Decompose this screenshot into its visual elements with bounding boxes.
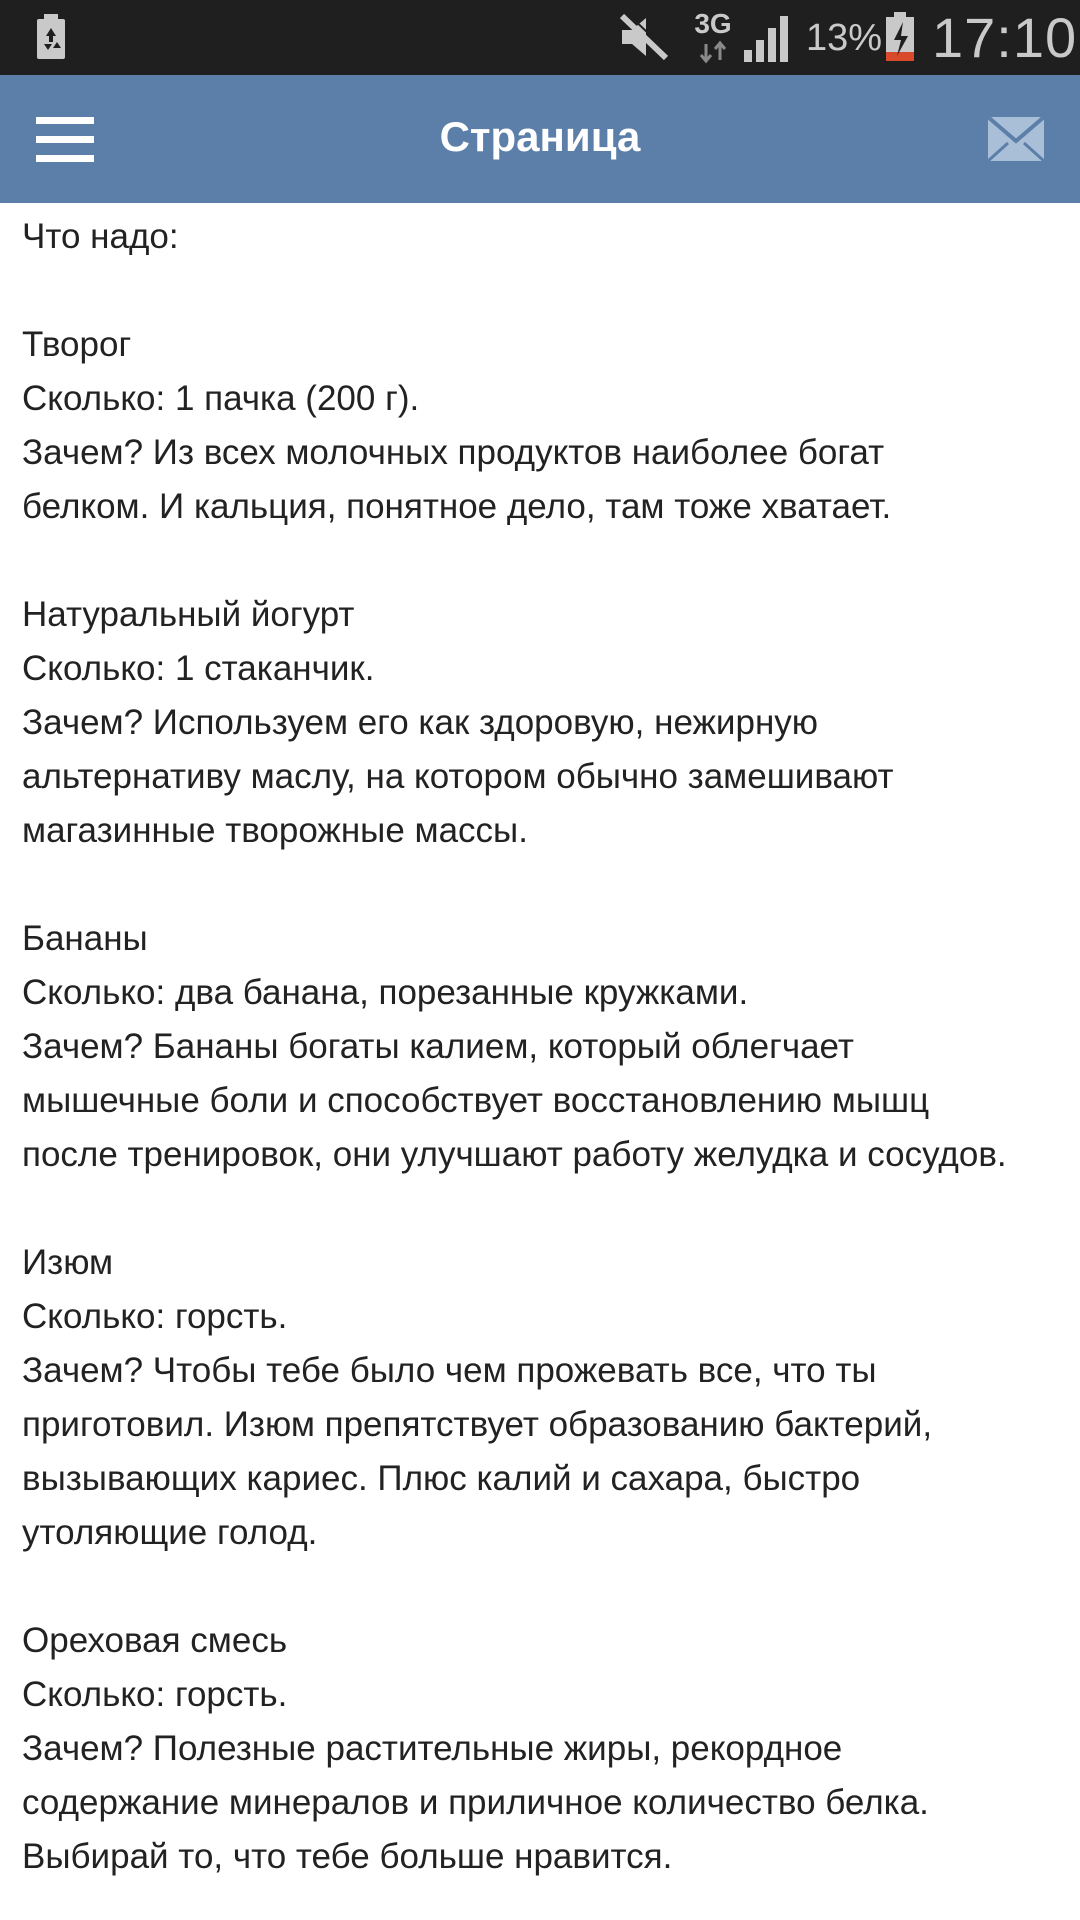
- ingredient-title: Изюм: [22, 1243, 114, 1282]
- network-type-label: 3G: [694, 8, 732, 39]
- ingredient-section: [22, 318, 1062, 534]
- ingredient-why-line: Зачем? Полезные растительные жиры, рекордное: [22, 1729, 843, 1768]
- article-intro: Что надо:: [22, 217, 179, 256]
- ingredient-amount: Сколько: 1 стаканчик.: [22, 649, 375, 688]
- ingredient-why-line: вызывающих кариес. Плюс калий и сахара, быстро: [22, 1459, 861, 1498]
- menu-button[interactable]: [22, 97, 108, 183]
- battery-percent: 13%: [806, 17, 883, 59]
- ingredient-amount: Сколько: горсть.: [22, 1297, 288, 1336]
- sound-muted-icon: [618, 12, 670, 62]
- network-type-indicator: [690, 8, 736, 64]
- ingredient-amount: Сколько: горсть.: [22, 1675, 288, 1714]
- article-body: [22, 210, 1062, 1884]
- ingredient-why-line: после тренировок, они улучшают работу желудка и сосудов.: [22, 1135, 1007, 1174]
- recycle-notification-icon: [36, 14, 66, 60]
- ingredient-why-line: альтернативу маслу, на котором обычно замешивают: [22, 757, 894, 796]
- ingredient-amount: Сколько: 1 пачка (200 г).: [22, 379, 420, 418]
- messages-button[interactable]: [974, 103, 1064, 175]
- ingredient-why-line: Зачем? Из всех молочных продуктов наиболее богат: [22, 433, 885, 472]
- ingredient-amount: Сколько: два банана, порезанные кружками.: [22, 973, 749, 1012]
- ingredient-why-line: белком. И кальция, понятное дело, там тоже хватает.: [22, 487, 892, 526]
- ingredient-why-line: магазинные творожные массы.: [22, 811, 528, 850]
- ingredient-section: [22, 1236, 1062, 1560]
- status-bar: [0, 0, 1080, 75]
- ingredient-section: [22, 1614, 1062, 1884]
- battery-charging-icon: [884, 12, 916, 62]
- ingredient-section: [22, 588, 1062, 858]
- ingredient-title: Бананы: [22, 919, 148, 958]
- ingredient-why-line: содержание минералов и приличное количество белка.: [22, 1783, 929, 1822]
- ingredient-why-line: Зачем? Используем его как здоровую, нежирную: [22, 703, 819, 742]
- page-title: Страница: [439, 113, 641, 160]
- ingredient-why-line: Зачем? Бананы богаты калием, который облегчает: [22, 1027, 854, 1066]
- ingredient-why-line: мышечные боли и способствует восстановлению мышц: [22, 1081, 930, 1120]
- ingredient-title: Ореховая смесь: [22, 1621, 288, 1660]
- ingredient-why-line: утоляющие голод.: [22, 1513, 318, 1552]
- cell-signal-icon: [742, 14, 792, 62]
- ingredient-title: Творог: [22, 325, 132, 364]
- ingredient-why-line: Выбирай то, что тебе больше нравится.: [22, 1837, 673, 1876]
- ingredient-why-line: приготовил. Изюм препятствует образованию бактерий,: [22, 1405, 933, 1444]
- ingredient-why-line: Зачем? Чтобы тебе было чем прожевать все, что ты: [22, 1351, 877, 1390]
- ingredient-section: [22, 912, 1062, 1182]
- ingredient-title: Натуральный йогурт: [22, 595, 355, 634]
- status-clock: 17:10: [932, 6, 1078, 69]
- app-bar: [0, 75, 1080, 203]
